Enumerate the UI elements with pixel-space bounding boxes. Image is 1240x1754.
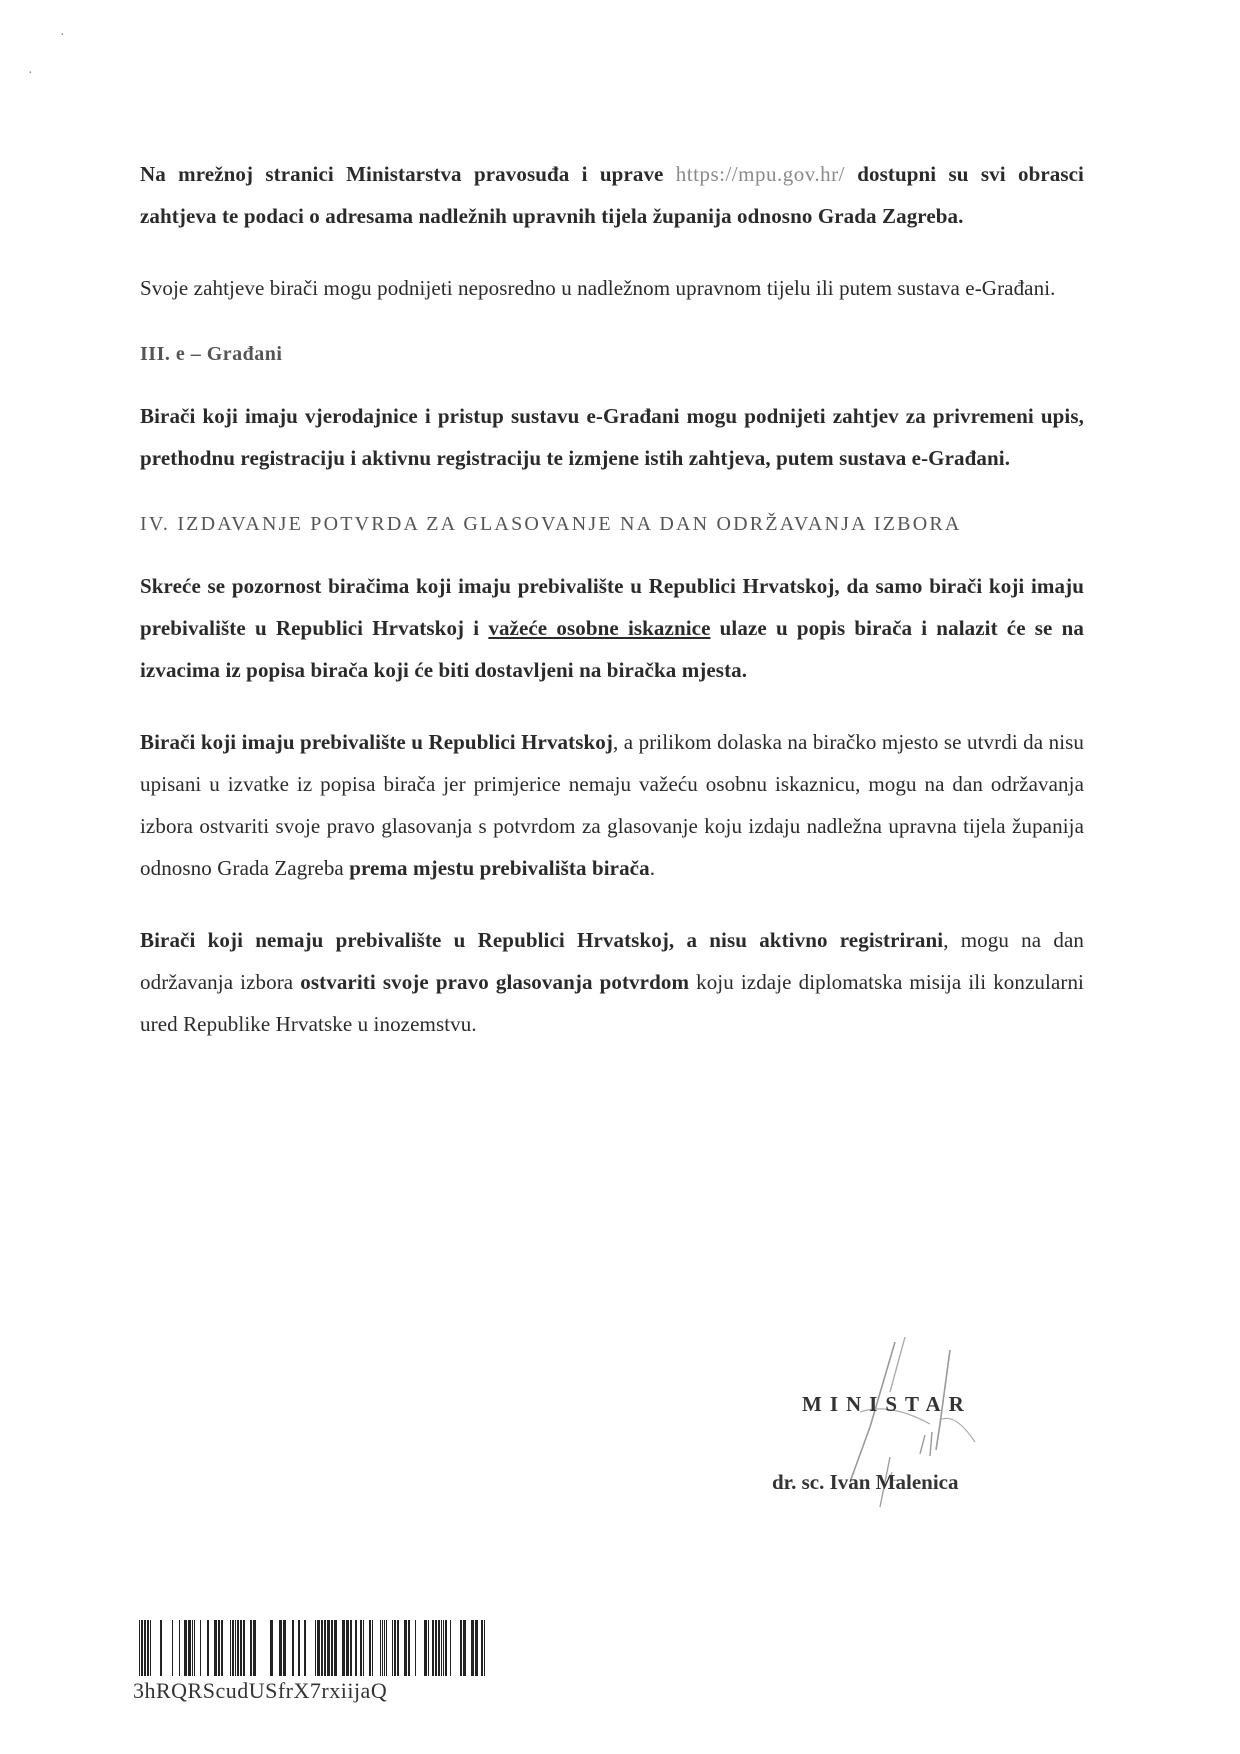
barcode-code: 3hRQRScudUSfrX7rxiijaQ xyxy=(133,1678,388,1703)
barcode-image xyxy=(133,1620,488,1676)
ministry-link[interactable]: https://mpu.gov.hr/ xyxy=(675,162,845,186)
paragraph-attention: Skreće se pozornost biračima koji imaju prebivalište u Republici Hrvatskoj, da samo birači koji imaju prebivalište u Republici Hrvatskoj i važeće osobne iskaznice ulaze u popis birača i nalazit će se na izvacima iz popisa birača koji će biti dostavljeni na biračka mjesta. xyxy=(140,574,1084,682)
signatory-name: dr. sc. Ivan Malenica xyxy=(772,1470,959,1494)
paragraph-submission: Svoje zahtjeve birači mogu podnijeti neposredno u nadležnom upravnom tijelu ili putem sustava e-Građani. xyxy=(140,276,1056,300)
paragraph-forms-info: Na mrežnoj stranici Ministarstva pravosuđa i uprave https://mpu.gov.hr/ dostupni su svi obrasci zahtjeva te podaci o adresama nadležnih upravnih tijela županija odnosno Grada Zagreba. xyxy=(140,162,1084,228)
signatory-title: MINISTAR xyxy=(802,1392,972,1416)
scan-mark: · xyxy=(28,66,33,81)
barcode-block xyxy=(133,1620,493,1704)
scan-mark: · xyxy=(60,28,65,43)
handwritten-signature xyxy=(740,1332,1040,1532)
document-body xyxy=(140,153,1084,1075)
paragraph-e-gradani: Birači koji imaju vjerodajnice i pristup sustavu e-Građani mogu podnijeti zahtjev za privremeni upis, prethodnu registraciju i aktivnu registraciju te izmjene istih zahtjeva, putem sustava e-Građani. xyxy=(140,404,1084,470)
paragraph-non-residents: Birači koji nemaju prebivalište u Republici Hrvatskoj, a nisu aktivno registrirani, mogu na dan održavanja izbora ostvariti svoje pravo glasovanja potvrdom koju izdaje diplomatska misija ili konzularni ured Republike Hrvatske u inozemstvu. xyxy=(140,928,1084,1036)
paragraph-residents: Birači koji imaju prebivalište u Republici Hrvatskoj, a prilikom dolaska na biračko mjesto se utvrdi da nisu upisani u izvatke iz popisa birača jer primjerice nemaju važeću osobnu iskaznicu, mogu na dan održavanja izbora ostvariti svoje pravo glasovanja s potvrdom za glasovanje koju izdaju nadležna upravna tijela županija odnosno Grada Zagreba prema mjestu prebivališta birača. xyxy=(140,730,1085,880)
section-heading-certificates: IV. IZDAVANJE POTVRDA ZA GLASOVANJE NA DAN ODRŽAVANJA IZBORA xyxy=(140,513,962,535)
section-heading-e-gradani: III. e – Građani xyxy=(140,343,283,365)
